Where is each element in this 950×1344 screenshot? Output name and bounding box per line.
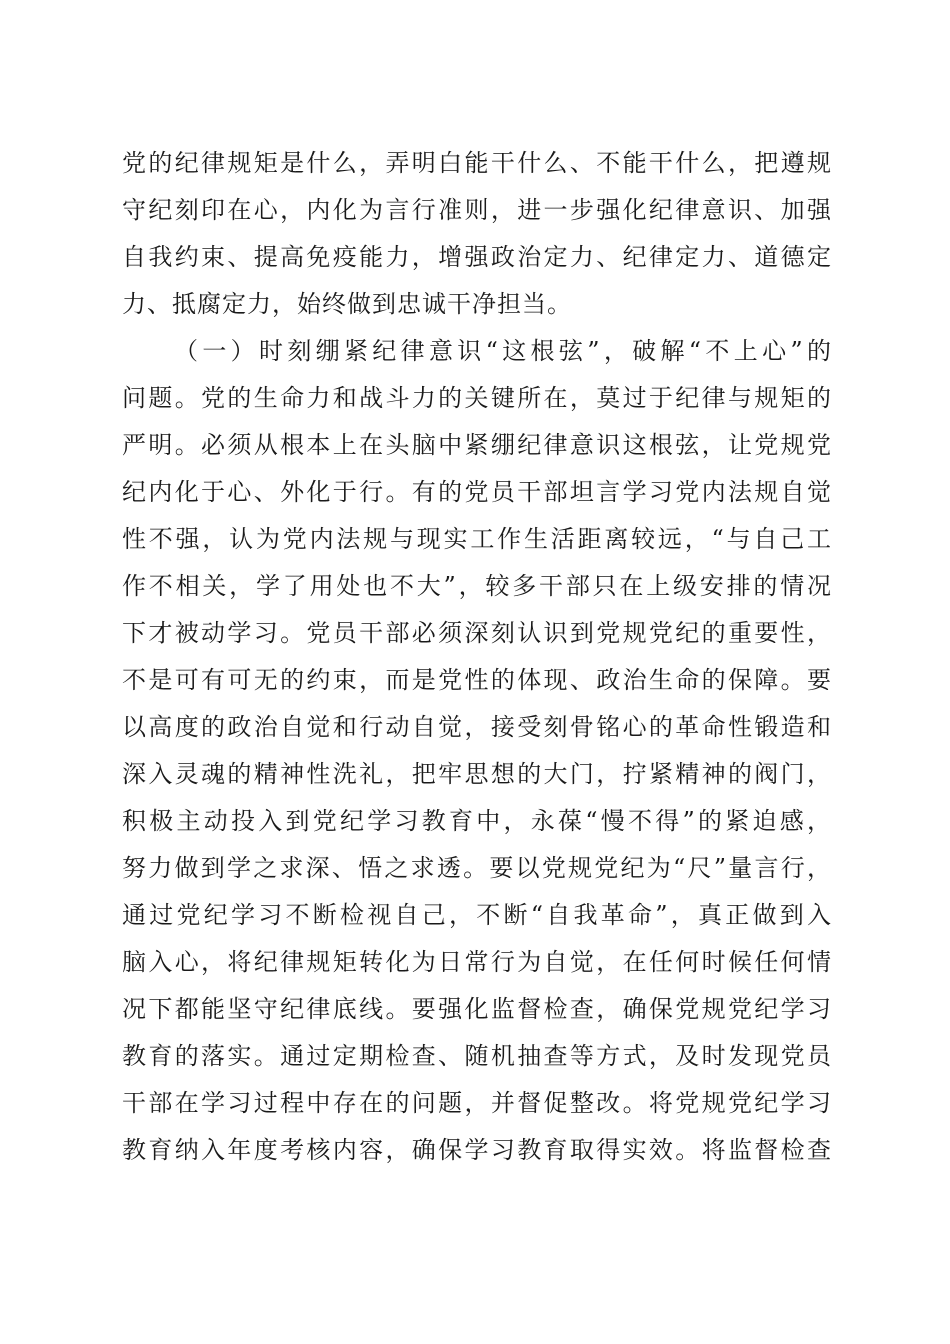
text-line: 严明。必须从根本上在头脑中紧绷纪律意识这根弦，让党规党 <box>122 431 832 459</box>
text-line: 以高度的政治自觉和行动自觉，接受刻骨铭心的革命性锻造和 <box>122 713 832 741</box>
text-line: 下才被动学习。党员干部必须深刻认识到党规党纪的重要性， <box>122 619 832 647</box>
text-line: 纪内化于心、外化于行。有的党员干部坦言学习党内法规自觉 <box>122 478 832 506</box>
text-line: 况下都能坚守纪律底线。要强化监督检查，确保党规党纪学习 <box>122 995 832 1023</box>
text-line: 问题。党的生命力和战斗力的关键所在，莫过于纪律与规矩的 <box>122 384 832 412</box>
text-line: 教育纳入年度考核内容，确保学习教育取得实效。将监督检查 <box>122 1136 832 1164</box>
section-heading-line: （一）时刻绷紧纪律意识“这根弦”，破解“不上心”的 <box>174 337 832 365</box>
body-text <box>122 140 832 1174</box>
text-line: 深入灵魂的精神性洗礼，把牢思想的大门，拧紧精神的阀门， <box>122 760 832 788</box>
text-line: 不是可有可无的约束，而是党性的体现、政治生命的保障。要 <box>122 666 832 694</box>
text-line: 守纪刻印在心，内化为言行准则，进一步强化纪律意识、加强 <box>122 196 832 224</box>
text-line: 积极主动投入到党纪学习教育中，永葆“慢不得”的紧迫感， <box>122 807 832 835</box>
text-line: 性不强，认为党内法规与现实工作生活距离较远，“与自己工 <box>122 525 832 553</box>
text-line: 力、抵腐定力，始终做到忠诚干净担当。 <box>122 290 572 318</box>
text-line: 通过党纪学习不断检视自己，不断“自我革命”，真正做到入 <box>122 901 832 929</box>
text-line: 干部在学习过程中存在的问题，并督促整改。将党规党纪学习 <box>122 1089 832 1117</box>
text-line: 自我约束、提高免疫能力，增强政治定力、纪律定力、道德定 <box>122 243 832 271</box>
text-line: 脑入心，将纪律规矩转化为日常行为自觉，在任何时候任何情 <box>122 948 832 976</box>
text-line: 教育的落实。通过定期检查、随机抽查等方式，及时发现党员 <box>122 1042 832 1070</box>
text-line: 作不相关，学了用处也不大”，较多干部只在上级安排的情况 <box>122 572 832 600</box>
text-line: 努力做到学之求深、悟之求透。要以党规党纪为“尺”量言行， <box>122 854 832 882</box>
text-line: 党的纪律规矩是什么，弄明白能干什么、不能干什么，把遵规 <box>122 149 832 177</box>
